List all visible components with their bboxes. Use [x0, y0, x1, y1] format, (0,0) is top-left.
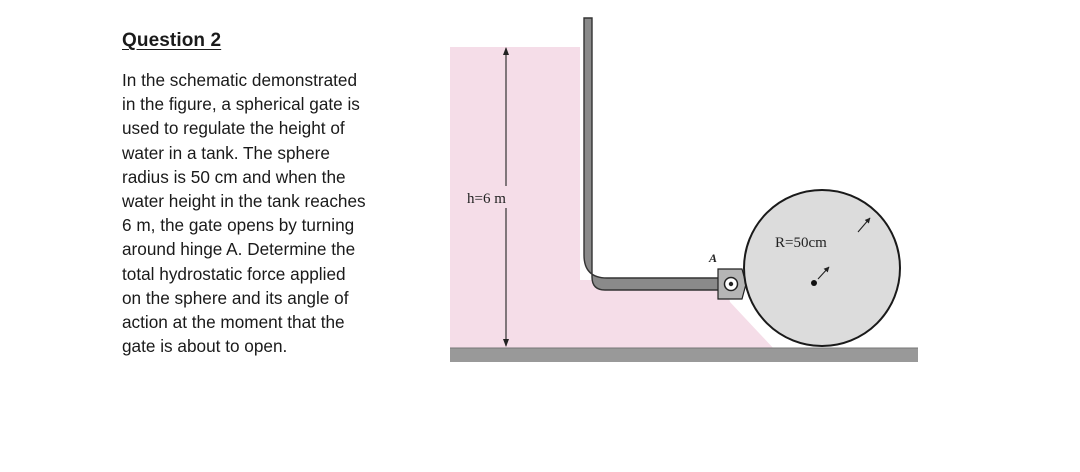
- hinge-label: A: [709, 251, 718, 265]
- tank-wall-pipe: [584, 18, 724, 290]
- question-line: in the figure, a spherical gate is: [122, 94, 360, 115]
- question-line: action at the moment that the: [122, 312, 345, 333]
- question-line: total hydrostatic force applied: [122, 263, 346, 284]
- question-line: water height in the tank reaches: [122, 191, 366, 212]
- question-line: radius is 50 cm and when the: [122, 166, 346, 187]
- question-line: used to regulate the height of: [122, 118, 345, 139]
- question-line: water in a tank. The sphere: [122, 142, 330, 163]
- sphere-gate: [744, 190, 900, 346]
- question-line: In the schematic demonstrated: [122, 70, 358, 90]
- question-line: 6 m, the gate opens by turning: [122, 215, 355, 236]
- question-line: around hinge A. Determine the: [122, 239, 356, 260]
- radius-label: R=50cm: [775, 235, 827, 251]
- question-line: gate is about to open.: [122, 336, 288, 357]
- question-line: on the sphere and its angle of: [122, 287, 349, 308]
- ground: [450, 348, 918, 362]
- sphere-center: [811, 280, 817, 286]
- height-label: h=6 m: [467, 191, 506, 207]
- question-title: Question 2: [122, 30, 222, 51]
- hinge-pin-center: [729, 282, 733, 286]
